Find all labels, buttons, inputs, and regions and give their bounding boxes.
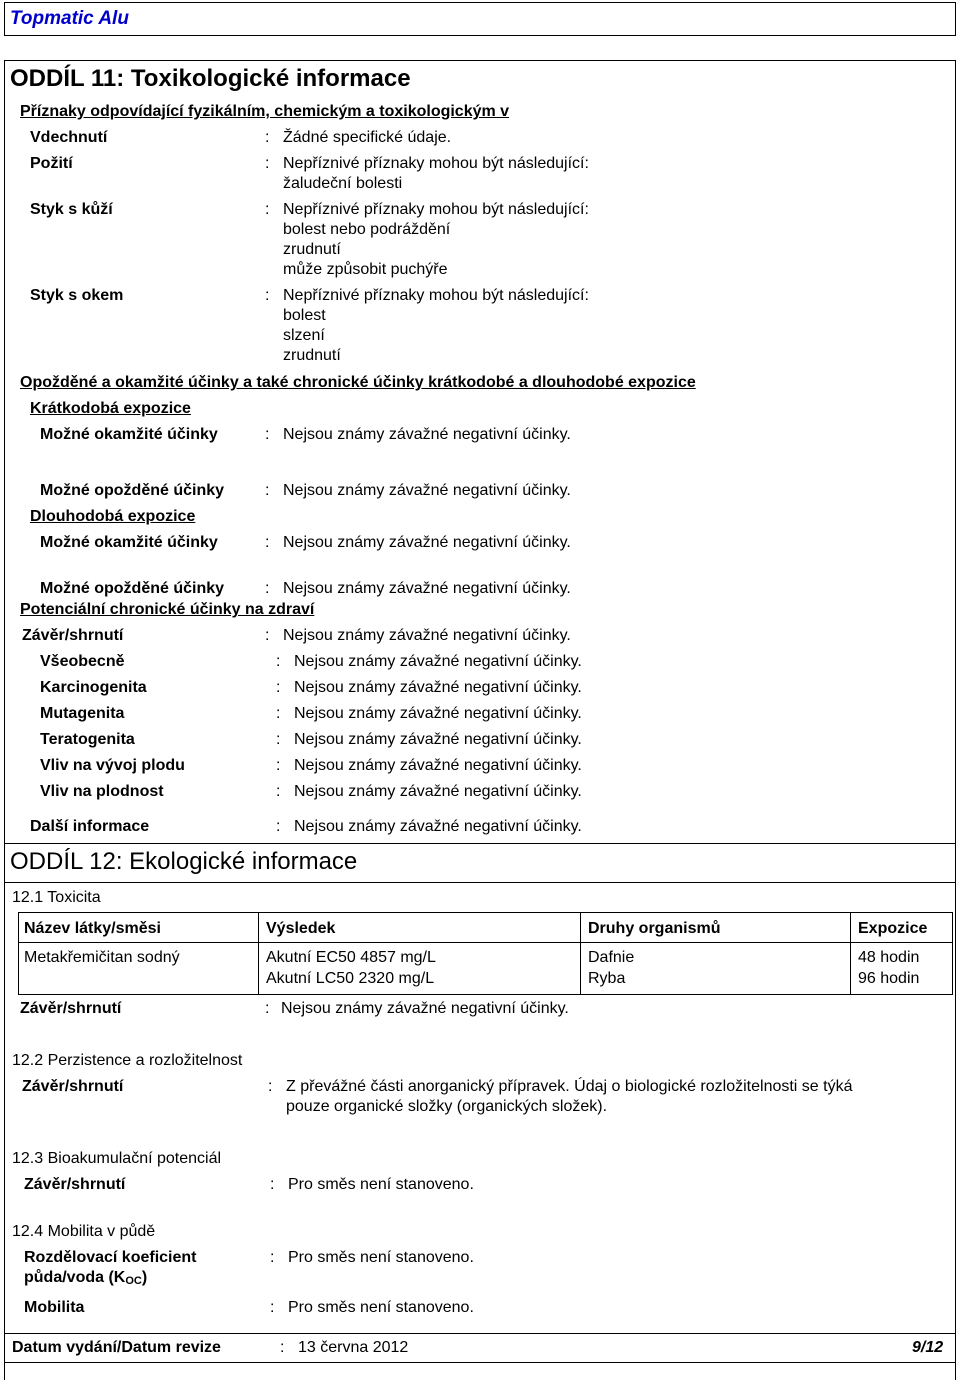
chronic-item-label: Mutagenita: [40, 705, 125, 722]
table-cell-exposure: 48 hodin: [858, 949, 920, 966]
chronic-item-label: Teratogenita: [40, 731, 135, 748]
toxicity-heading: 12.1 Toxicita: [12, 889, 101, 906]
chronic-item-value: Nejsou známy závažné negativní účinky.: [294, 705, 582, 722]
footer-date-label: Datum vydání/Datum revize: [12, 1339, 221, 1356]
route-label-eye: Styk s okem: [30, 287, 124, 304]
colon: :: [265, 155, 270, 172]
short-delayed-value: Nejsou známy závažné negativní účinky.: [283, 482, 571, 499]
colon: :: [280, 1339, 285, 1356]
route-value-skin-1: Nepříznivé příznaky mohou být následující:: [283, 201, 589, 218]
koc-value: Pro směs není stanoveno.: [288, 1249, 474, 1266]
chronic-item-label: Vliv na plodnost: [40, 783, 164, 800]
bioaccumulation-heading: 12.3 Bioakumulační potenciál: [12, 1150, 222, 1167]
colon: :: [265, 129, 270, 146]
table-header-substance: Název látky/směsi: [24, 920, 161, 937]
route-label-ingestion: Požití: [30, 155, 73, 172]
long-delayed-value: Nejsou známy závažné negativní účinky.: [283, 580, 571, 597]
chronic-item-label: Karcinogenita: [40, 679, 147, 696]
colon: :: [265, 426, 270, 443]
footer-date: 13 června 2012: [298, 1339, 409, 1356]
table-col-divider: [850, 912, 851, 995]
route-value-ingestion-2: žaludeční bolesti: [283, 175, 403, 192]
route-value-eye-2: bolest: [283, 307, 326, 324]
table-cell-result: Akutní EC50 4857 mg/L: [266, 949, 436, 966]
colon: :: [276, 731, 281, 748]
delayed-effects-heading: Opožděné a okamžité účinky a také chronické účinky krátkodobé a dlouhodobé expozice: [20, 374, 696, 391]
koc-label-text: půda/voda (K: [24, 1269, 126, 1286]
route-value-ingestion-1: Nepříznivé příznaky mohou být následující:: [283, 155, 589, 172]
product-title: Topmatic Alu: [10, 8, 129, 29]
colon: :: [270, 1299, 275, 1316]
colon: :: [265, 627, 270, 644]
colon: :: [276, 705, 281, 722]
chronic-item-value: Nejsou známy závažné negativní účinky.: [294, 679, 582, 696]
route-value-eye-1: Nepříznivé příznaky mohou být následující:: [283, 287, 589, 304]
colon: :: [276, 818, 281, 835]
persistence-conclusion-label: Závěr/shrnutí: [22, 1078, 124, 1095]
koc-close: ): [141, 1269, 148, 1286]
other-info-label: Další informace: [30, 818, 150, 835]
colon: :: [270, 1176, 275, 1193]
colon: :: [265, 1000, 270, 1017]
colon: :: [276, 653, 281, 670]
chronic-heading: Potenciální chronické účinky na zdraví: [20, 601, 315, 618]
short-delayed-label: Možné opožděné účinky: [40, 482, 225, 499]
mobility-label: Mobilita: [24, 1299, 85, 1316]
long-term-heading: Dlouhodobá expozice: [30, 508, 196, 525]
table-header-exposure: Expozice: [858, 920, 928, 937]
long-immediate-value: Nejsou známy závažné negativní účinky.: [283, 534, 571, 551]
chronic-item-value: Nejsou známy závažné negativní účinky.: [294, 731, 582, 748]
colon: :: [265, 201, 270, 218]
route-value-skin-3: zrudnutí: [283, 241, 341, 258]
colon: :: [265, 482, 270, 499]
toxicity-conclusion-label: Závěr/shrnutí: [20, 1000, 122, 1017]
symptoms-heading: Příznaky odpovídající fyzikálním, chemickým a toxikologickým v: [20, 103, 510, 120]
table-header-result: Výsledek: [266, 920, 336, 937]
persistence-line-1: Z převážné části anorganický přípravek. Údaj o biologické rozložitelnosti se týká: [286, 1078, 853, 1095]
route-value-eye-4: zrudnutí: [283, 347, 341, 364]
chronic-item-value: Nejsou známy závažné negativní účinky.: [294, 653, 582, 670]
chronic-item-label: Všeobecně: [40, 653, 125, 670]
long-immediate-label: Možné okamžité účinky: [40, 534, 218, 551]
colon: :: [276, 757, 281, 774]
section-12-title: ODDÍL 12: Ekologické informace: [10, 848, 358, 875]
toxicity-conclusion-value: Nejsou známy závažné negativní účinky.: [281, 1000, 569, 1017]
other-info-value: Nejsou známy závažné negativní účinky.: [294, 818, 582, 835]
short-immediate-value: Nejsou známy závažné negativní účinky.: [283, 426, 571, 443]
koc-label-line2: [24, 1268, 147, 1291]
short-term-heading: Krátkodobá expozice: [30, 400, 191, 417]
colon: :: [276, 679, 281, 696]
page-number: 9/12: [912, 1339, 944, 1356]
route-value-skin-4: může způsobit puchýře: [283, 261, 448, 278]
koc-subscript: OC: [125, 1275, 142, 1287]
short-immediate-label: Možné okamžité účinky: [40, 426, 218, 443]
colon: :: [270, 1249, 275, 1266]
route-label-inhalation: Vdechnutí: [30, 129, 108, 146]
bioaccumulation-conclusion-label: Závěr/shrnutí: [24, 1176, 126, 1193]
persistence-line-2: pouze organické složky (organických složek).: [286, 1098, 608, 1115]
colon: :: [276, 783, 281, 800]
colon: :: [265, 287, 270, 304]
chronic-item-value: Nejsou známy závažné negativní účinky.: [294, 757, 582, 774]
table-cell-substance: Metakřemičitan sodný: [24, 949, 180, 966]
colon: :: [268, 1078, 273, 1095]
colon: :: [265, 580, 270, 597]
long-delayed-label: Možné opožděné účinky: [40, 580, 225, 597]
koc-label-line1: Rozdělovací koeficient: [24, 1249, 197, 1266]
route-value-eye-3: slzení: [283, 327, 325, 344]
chronic-conclusion-label: Závěr/shrnutí: [22, 627, 124, 644]
table-cell-result: Akutní LC50 2320 mg/L: [266, 970, 435, 987]
table-divider: [18, 942, 953, 943]
route-value-skin-2: bolest nebo podráždění: [283, 221, 451, 238]
header-bar: [4, 2, 956, 36]
table-col-divider: [258, 912, 259, 995]
bioaccumulation-value: Pro směs není stanoveno.: [288, 1176, 474, 1193]
table-cell-species: Ryba: [588, 970, 626, 987]
persistence-heading: 12.2 Perzistence a rozložitelnost: [12, 1052, 243, 1069]
chronic-item-value: Nejsou známy závažné negativní účinky.: [294, 783, 582, 800]
table-col-divider: [580, 912, 581, 995]
mobility-heading: 12.4 Mobilita v půdě: [12, 1223, 156, 1240]
table-cell-species: Dafnie: [588, 949, 635, 966]
section-11-title: ODDÍL 11: Toxikologické informace: [10, 65, 411, 92]
chronic-conclusion-value: Nejsou známy závažné negativní účinky.: [283, 627, 571, 644]
route-value-inhalation: Žádné specifické údaje.: [283, 129, 452, 146]
mobility-value: Pro směs není stanoveno.: [288, 1299, 474, 1316]
table-header-species: Druhy organismů: [588, 920, 721, 937]
table-cell-exposure: 96 hodin: [858, 970, 920, 987]
chronic-item-label: Vliv na vývoj plodu: [40, 757, 185, 774]
route-label-skin: Styk s kůží: [30, 201, 113, 218]
colon: :: [265, 534, 270, 551]
